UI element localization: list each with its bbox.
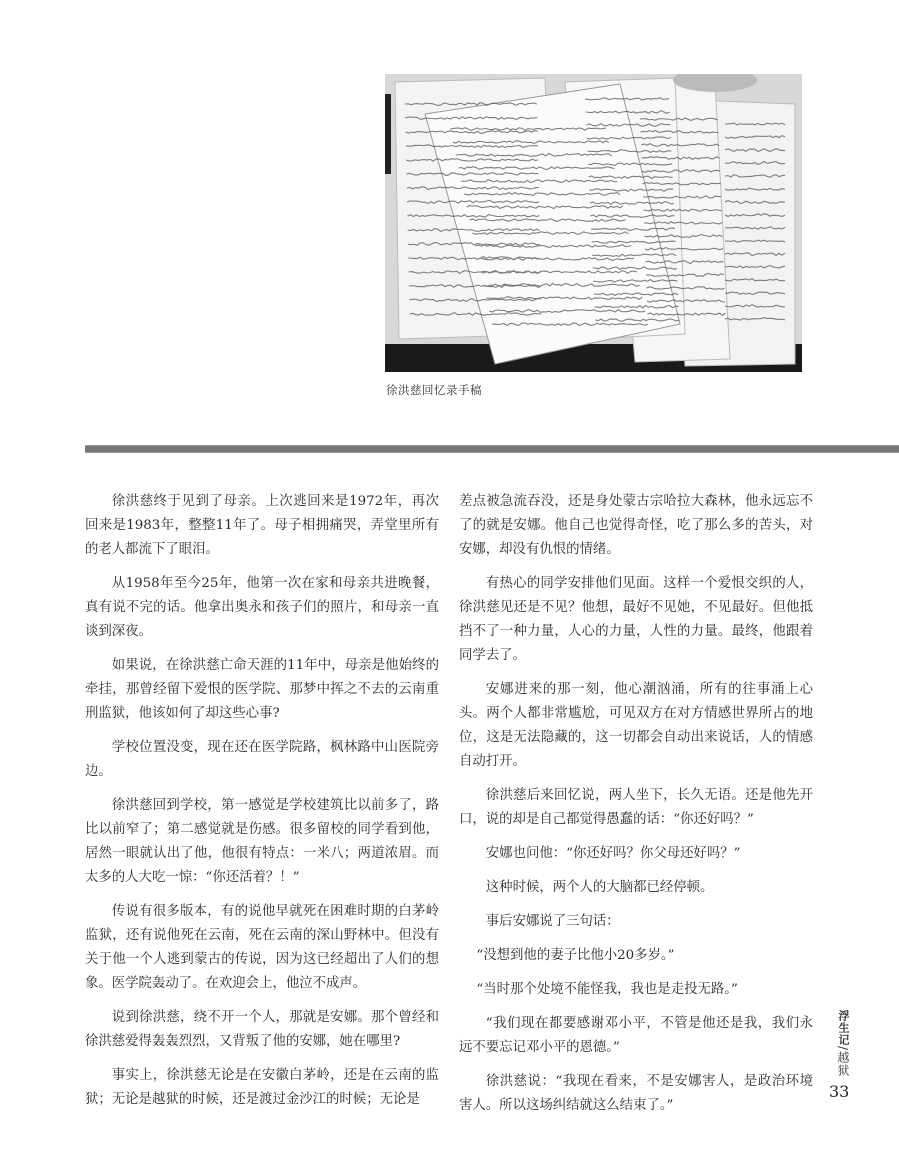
section-divider (85, 445, 899, 453)
paragraph: 这种时候，两个人的大脑都已经停顿。 (485, 880, 714, 895)
running-head-section: 浮生记 (837, 1010, 850, 1046)
running-head (832, 1010, 852, 1077)
paragraph: 如果说，在徐洪慈亡命天涯的11年中，母亲是他始终的牵挂，那曾经留下爱恨的医学院、那梦中挥之不去的云南重刑监狱，他该如何了却这些心事? (85, 658, 439, 721)
page-number: 33 (829, 1082, 850, 1101)
paragraph: “当时那个处境不能怪我，我也是走投无路。” (476, 982, 738, 997)
paragraph: “我们现在都要感谢邓小平，不管是他还是我，我们永远不要忘记邓小平的恩德。” (459, 1016, 813, 1055)
article-column-right (459, 490, 813, 1128)
paragraph: 学校位置没变，现在还在医学院路，枫林路中山医院旁边。 (85, 740, 439, 779)
paragraph: “没想到他的妻子比他小20多岁。” (476, 948, 675, 963)
paragraph: 传说有很多版本，有的说他早就死在困难时期的白茅岭监狱，还有说他死在云南，死在云南的深山野林中。但没有关于他一个人逃到蒙古的传说，因为这已经超出了人们的想象。医学院轰动了。在欢迎会上，他泣不成声。 (85, 904, 439, 991)
running-head-title: 越狱 (836, 1051, 850, 1078)
paragraph: 差点被急流吞没，还是身处蒙古宗哈拉大森林，他永远忘不了的就是安娜。他自己也觉得奇怪，吃了那么多的苦头，对安娜，却没有仇恨的情绪。 (459, 494, 813, 557)
paragraph: 徐洪慈后来回忆说，两人坐下，长久无语。还是他先开口，说的却是自己都觉得愚蠢的话：“你还好吗？” (459, 788, 813, 827)
paragraph: 从1958年至今25年，他第一次在家和母亲共进晚餐，真有说不完的话。他拿出奥永和孩子们的照片，和母亲一直谈到深夜。 (85, 576, 439, 639)
running-head-separator: / (836, 1046, 850, 1052)
paragraph: 说到徐洪慈，绕不开一个人，那就是安娜。那个曾经和徐洪慈爱得轰轰烈烈，又背叛了他的安娜，她在哪里? (85, 1010, 439, 1049)
paragraph: 安娜进来的那一刻，他心潮汹涌，所有的往事涌上心头。两个人都非常尴尬，可见双方在对方情感世界所占的地位，这是无法隐藏的，这一切都会自动出来说话，人的情感自动打开。 (459, 682, 813, 769)
paragraph: 事后安娜说了三句话： (485, 914, 620, 929)
paragraph: 徐洪慈终于见到了母亲。上次逃回来是1972年，再次回来是1983年，整整11年了。母子相拥痛哭，弄堂里所有的老人都流下了眼泪。 (85, 494, 439, 557)
paragraph: 有热心的同学安排他们见面。这样一个爱恨交织的人，徐洪慈见还是不见？他想，最好不见她，不见最好。但他抵挡不了一种力量，人心的力量，人性的力量。最终，他跟着同学去了。 (459, 576, 813, 663)
paragraph: 徐洪慈回到学校，第一感觉是学校建筑比以前多了，路比以前窄了；第二感觉就是伤感。很多留校的同学看到他，居然一眼就认出了他，他很有特点：一米八；两道浓眉。而太多的人大吃一惊：“你还活着？！” (85, 798, 439, 885)
photo-caption: 徐洪慈回忆录手稿 (386, 383, 482, 397)
paragraph: 事实上，徐洪慈无论是在安徽白茅岭，还是在云南的监狱；无论是越狱的时候，还是渡过金沙江的时候；无论是 (85, 1068, 439, 1107)
manuscript-photo-graphic (385, 74, 802, 372)
article-column-left (85, 490, 439, 1122)
manuscript-photo (385, 74, 802, 372)
paragraph: 安娜也问他：“你还好吗？你父母还好吗？” (485, 846, 741, 861)
paragraph: 徐洪慈说：“我现在看来，不是安娜害人，是政治环境害人。所以这场纠结就这么结束了。” (459, 1074, 813, 1113)
